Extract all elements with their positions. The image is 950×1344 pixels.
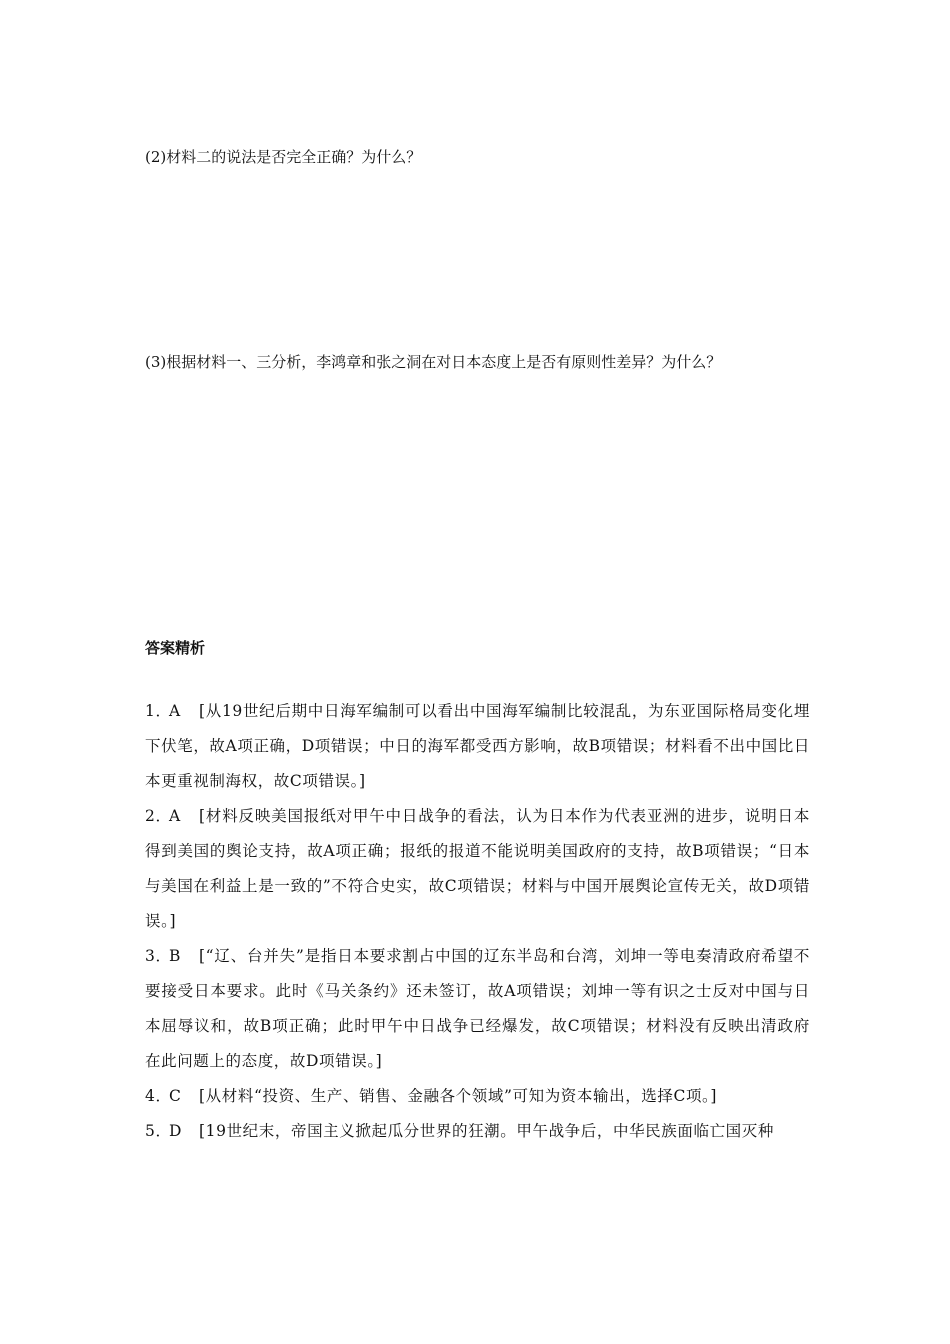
answer-number: 4． [145,1087,172,1105]
answer-item-4 [145,1079,810,1114]
answer-number: 5． [145,1122,172,1140]
answer-number: 1． [145,702,172,720]
answer-item-5 [145,1114,810,1149]
answer-choice: B [169,947,181,965]
answer-list [145,694,810,1149]
answer-choice: A [169,702,181,720]
answer-choice: C [169,1087,182,1105]
answer-item-3 [145,939,810,1079]
answer-number: 3． [145,947,172,965]
question-3: (3)根据材料一、三分析，李鸿章和张之洞在对日本态度上是否有原则性差异？为什么？ [145,353,722,371]
answer-section-heading: 答案精析 [145,639,206,657]
answer-explanation: [从19世纪后期中日海军编制可以看出中国海军编制比较混乱，为东亚国际格局变化埋下伏笔，故A项正确，D项错误；中日的海军都受西方影响，故B项错误；材料看不出中国比日本更重视制海权，故C项错误。] [145,702,810,790]
question-2: (2)材料二的说法是否完全正确？为什么？ [145,148,422,166]
answer-explanation: [材料反映美国报纸对甲午中日战争的看法，认为日本作为代表亚洲的进步，说明日本得到美国的舆论支持，故A项正确；报纸的报道不能说明美国政府的支持，故B项错误；“日本与美国在利益上是一致的”不符合史实，故C项错误；材料与中国开展舆论宣传无关，故D项错误。] [145,807,810,930]
answer-item-1 [145,694,810,799]
answer-number: 2． [145,807,172,825]
answer-item-2 [145,799,810,939]
answer-explanation: [“辽、台并失”是指日本要求割占中国的辽东半岛和台湾，刘坤一等电奏清政府希望不要接受日本要求。此时《马关条约》还未签订，故A项错误；刘坤一等有识之士反对中国与日本屈辱议和，故B项正确；此时甲午中日战争已经爆发，故C项错误；材料没有反映出清政府在此问题上的态度，故D项错误。] [145,947,810,1070]
answer-choice: D [169,1122,183,1140]
answer-explanation: [19世纪末，帝国主义掀起瓜分世界的狂潮。甲午战争后，中华民族面临亡国灭种 [199,1122,774,1140]
answer-explanation: [从材料“投资、生产、销售、金融各个领域”可知为资本输出，选择C项。] [199,1087,718,1105]
answer-choice: A [169,807,181,825]
